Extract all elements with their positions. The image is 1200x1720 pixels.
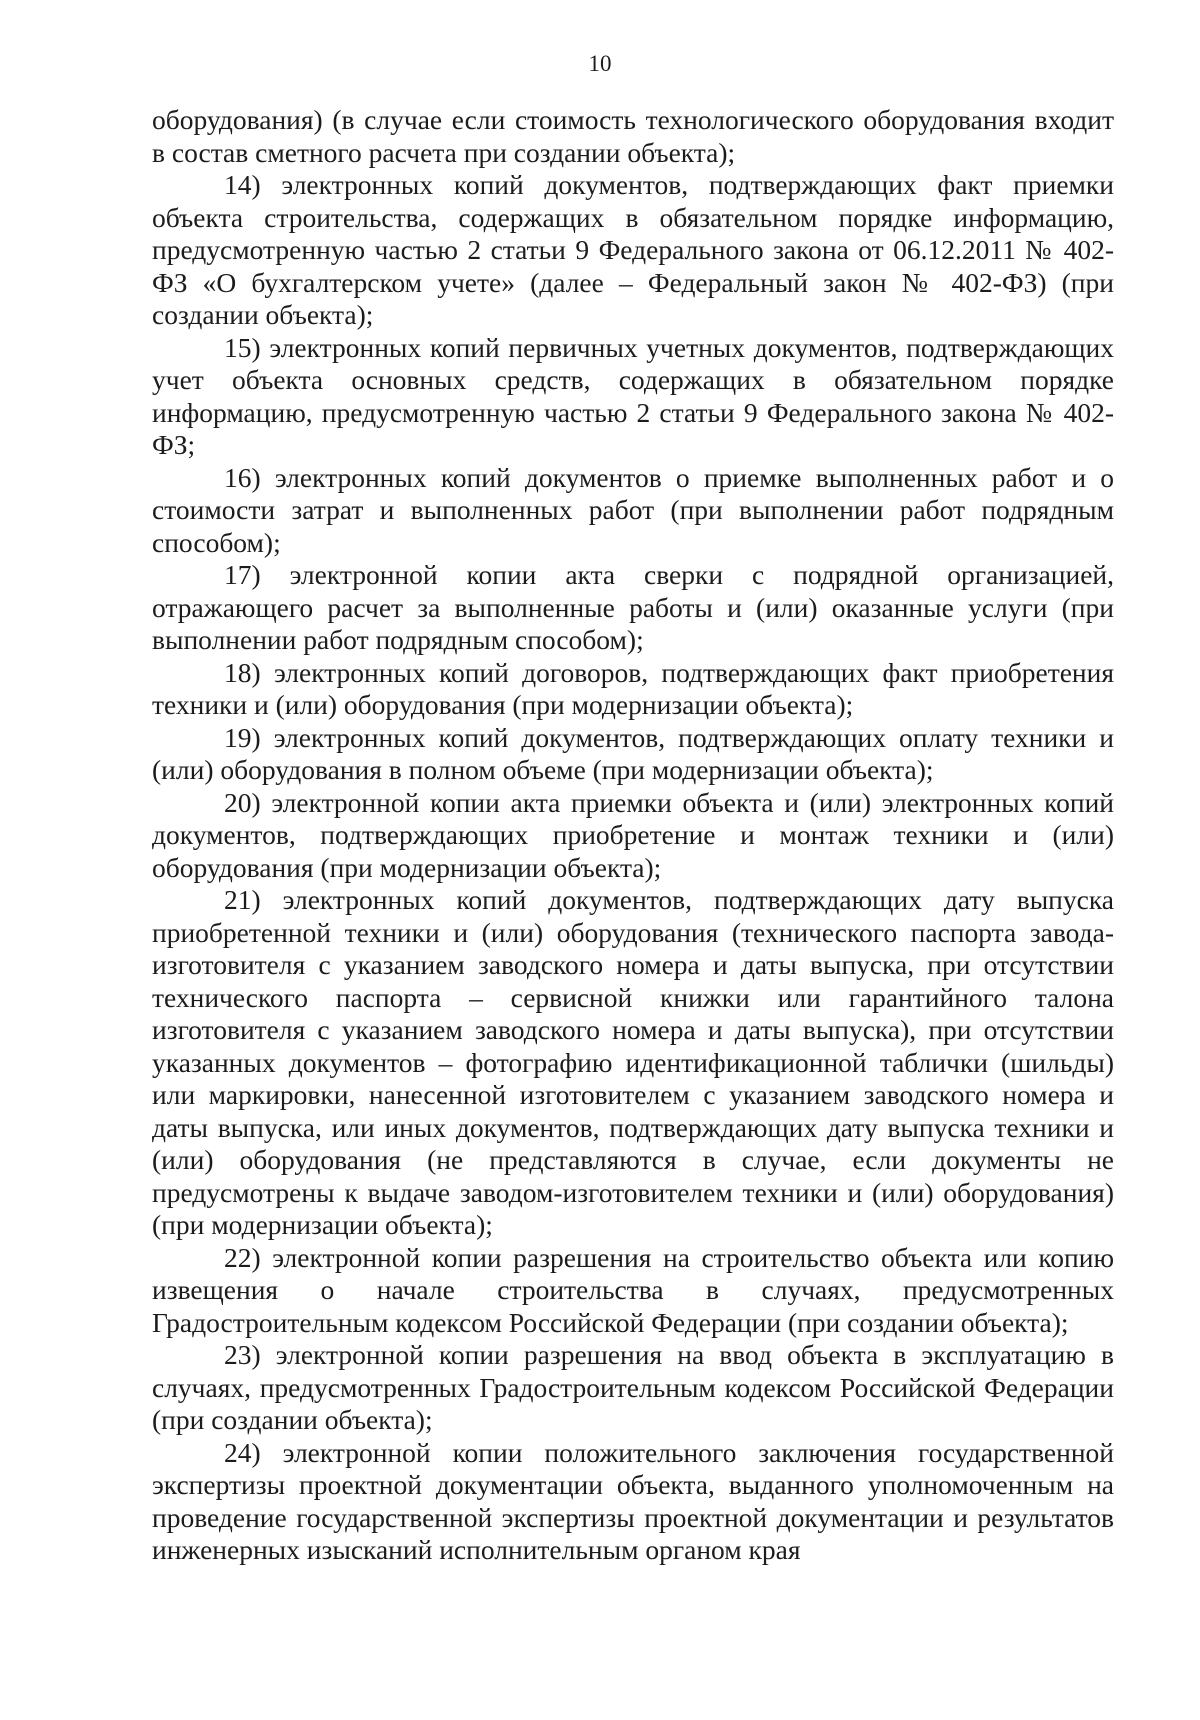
item-text: электронной копии разрешения на строительство объекта или копию извещения о начале строительства в случаях, предусмотренных Градостроительным кодексом Российской Федерации (при создании объекта);	[152, 1241, 1115, 1338]
item-number: 17)	[224, 559, 261, 590]
item-number: 23)	[224, 1339, 261, 1370]
item-number: 14)	[224, 169, 261, 200]
list-item-19	[152, 722, 1114, 787]
item-text: электронных копий договоров, подтверждающих факт приобретения техники и (или) оборудования (при модернизации объекта);	[152, 656, 1114, 720]
item-number: 15)	[224, 331, 261, 363]
item-text: электронной копии акта сверки с подрядной организацией, отражающего расчет за выполненные работы и (или) оказанные услуги (при выполнении работ подрядным способом);	[152, 559, 1115, 655]
item-text: электронной копии акта приемки объекта и (или) электронных копий документов, подтверждающих приобретение и монтаж техники и (или) оборудования (при модернизации объекта);	[152, 786, 1115, 883]
list-item-23	[152, 1339, 1114, 1437]
item-number: 19)	[224, 721, 261, 753]
item-number: 22)	[224, 1241, 261, 1273]
list-item-17	[152, 559, 1114, 657]
list-item-18	[152, 657, 1114, 722]
list-item-15	[152, 332, 1114, 462]
item-text: электронных копий первичных учетных документов, подтверждающих учет объекта основных средств, содержащих в обязательном порядке информацию, предусмотренную частью 2 статьи 9 Федерального закона № 402-ФЗ;	[152, 331, 1115, 460]
item-text: электронной копии разрешения на ввод объекта в эксплуатацию в случаях, предусмотренных Градостроительным кодексом Российской Федерации (при создании объекта);	[152, 1339, 1115, 1435]
list-item-22	[152, 1242, 1114, 1340]
document-body	[152, 104, 1114, 1567]
paragraph-continuation	[152, 104, 1114, 169]
item-number: 21)	[224, 884, 261, 915]
item-text: электронной копии положительного заключения государственной экспертизы проектной документации объекта, выданного уполномоченным на проведение государственной экспертизы проектной документации и результатов инженерных изысканий исполнительным органом края	[152, 1436, 1114, 1565]
list-item-20	[152, 787, 1114, 885]
list-item-24	[152, 1437, 1114, 1567]
item-text: электронных копий документов о приемке выполненных работ и о стоимости затрат и выполненных работ (при выполнении работ подрядным способом);	[152, 461, 1114, 558]
item-number: 20)	[224, 786, 261, 818]
list-item-16	[152, 462, 1114, 560]
item-text: электронных копий документов, подтверждающих дату выпуска приобретенной техники и (или) оборудования (технического паспорта завода-изготовителя с указанием заводского номера и даты выпуска, при отсутствии технического паспорта – сервисной книжки или гарантийного талона изготовителя с указанием заводского номера и даты выпуска), при отсутствии указанных документов – фотографию идентификационной таблички (шильды) или маркировки, нанесенной изготовителем с указанием заводского номера и даты выпуска, или иных документов, подтверждающих дату выпуска техники и (или) оборудования (не представляются в случае, если документы не предусмотрены к выдаче заводом-изготовителем техники и (или) оборудования) (при модернизации объекта);	[152, 884, 1114, 1240]
item-number: 16)	[224, 461, 261, 493]
item-number: 18)	[224, 656, 261, 688]
item-number: 24)	[224, 1436, 261, 1468]
list-item-14	[152, 169, 1114, 332]
item-text: электронных копий документов, подтверждающих факт приемки объекта строительства, содержащих в обязательном порядке информацию, предусмотренную частью 2 статьи 9 Федерального закона от 06.12.2011 № 402-ФЗ «О бухгалтерском учете» (далее – Федеральный закон № 402-ФЗ) (при создании объекта);	[152, 169, 1115, 330]
page-number: 10	[588, 51, 612, 76]
paragraph-text: оборудования) (в случае если стоимость технологического оборудования входит в состав сметного расчета при создании объекта);	[152, 104, 1114, 168]
item-text: электронных копий документов, подтверждающих оплату техники и (или) оборудования в полном объеме (при модернизации объекта);	[152, 721, 1115, 785]
list-item-21	[152, 884, 1114, 1242]
